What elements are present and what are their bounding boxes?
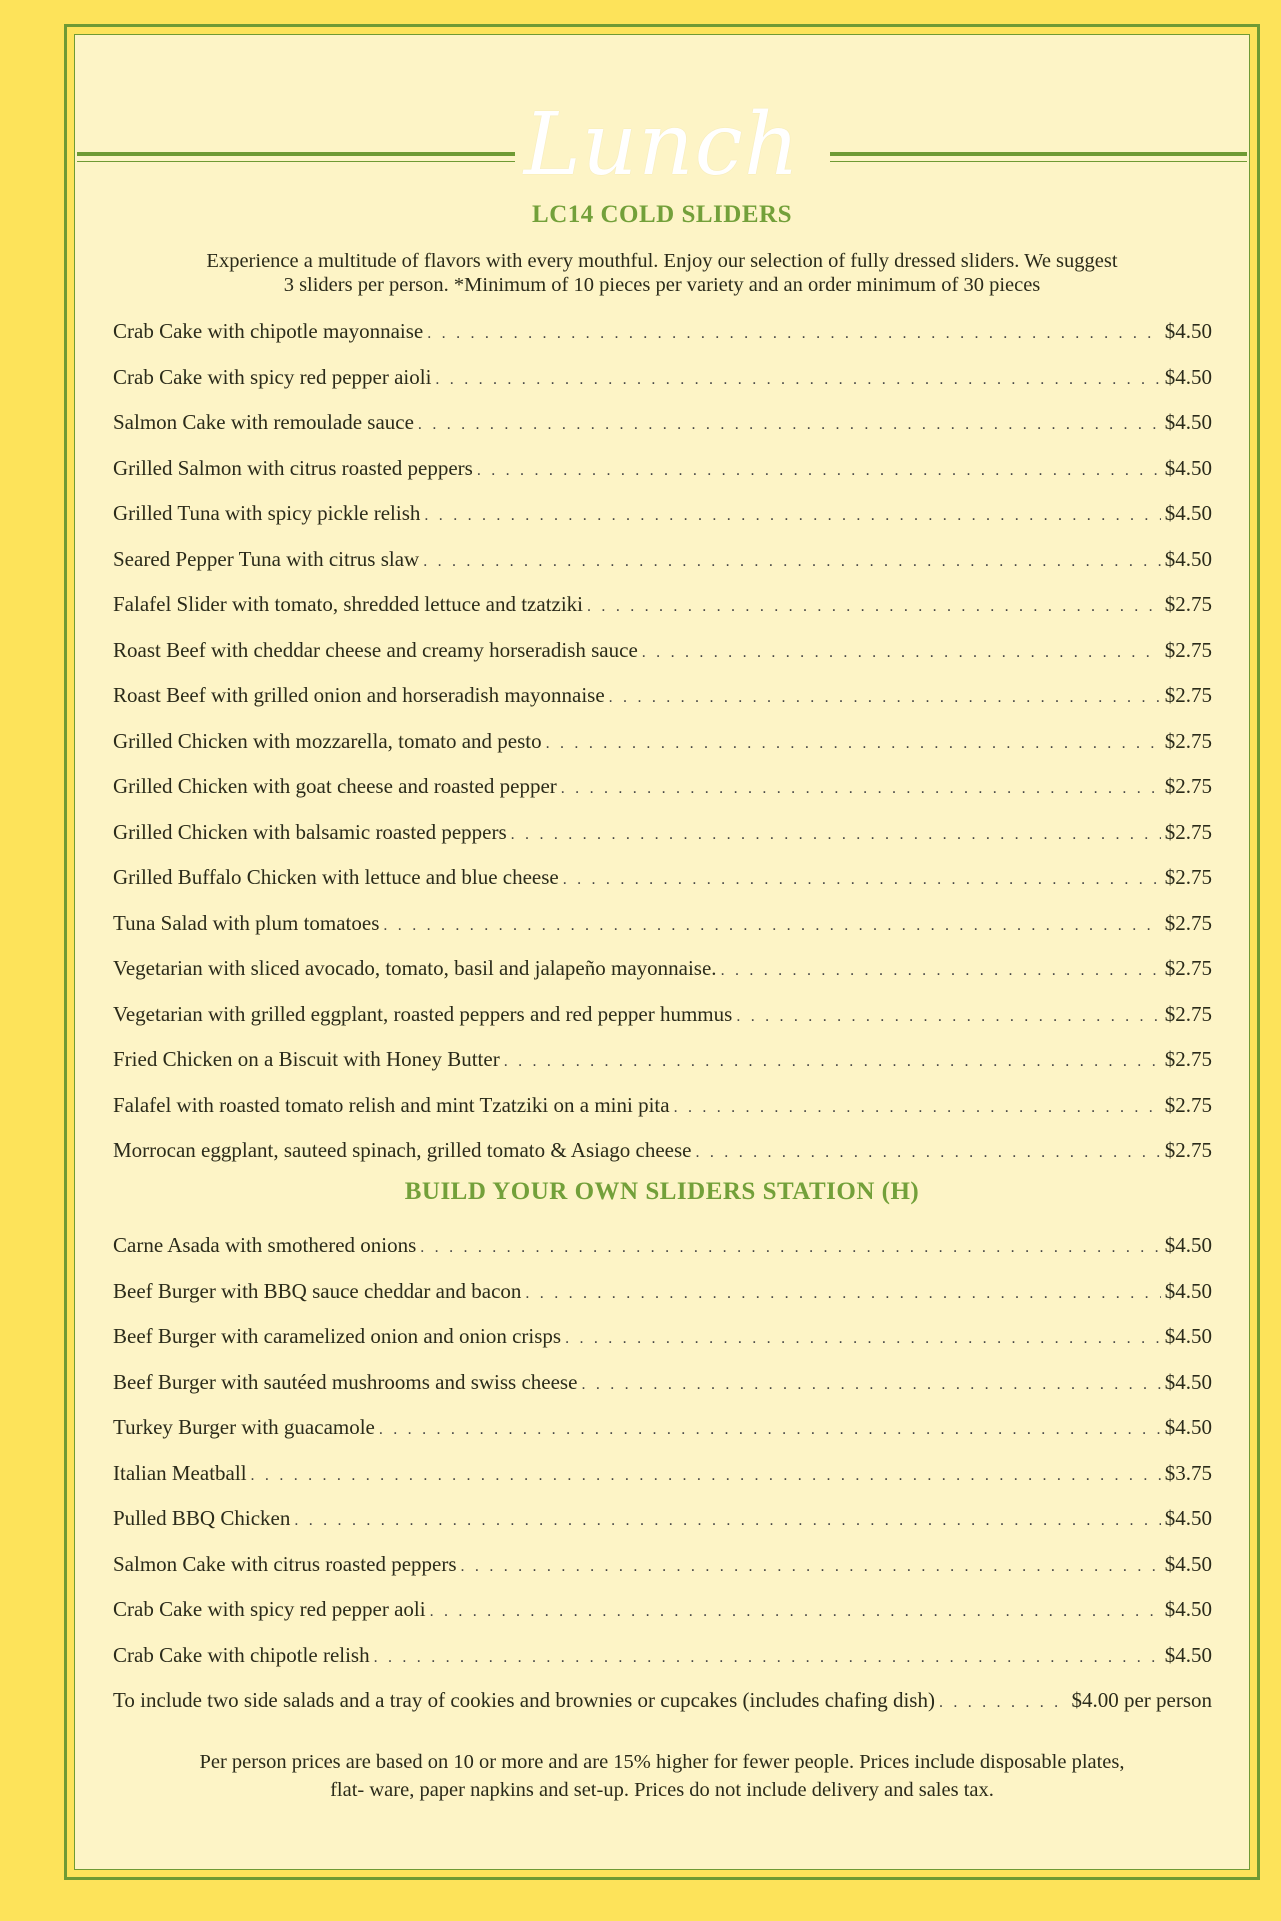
intro-line: Experience a multitude of flavors with every mouthful. Enjoy our selection of fully dressed sliders. We suggest [206,250,1118,272]
item-price: $2.75 [1164,910,1212,935]
item-price: $2.75 [1164,774,1212,798]
item-name: Beef Burger with caramelized onion and onion crisps [113,1324,562,1348]
addon-list [113,1678,1212,1724]
item-price: $2.75 [1164,865,1212,889]
item-price: $2.75 [1164,1047,1212,1071]
leader-dots [294,1498,1160,1544]
leader-dots [587,584,1161,630]
leader-dots [461,1544,1161,1590]
leader-dots [674,1085,1161,1131]
item-price: $4.50 [1164,1278,1212,1303]
item-name: Tuna Salad with plum tomatoes [113,910,380,935]
item-name: Grilled Tuna with spicy pickle relish [113,501,421,525]
item-price: $4.50 [1164,1597,1212,1621]
menu-item-row [113,1542,1212,1588]
menu-item-row [113,992,1212,1038]
item-name: Carne Asada with smothered onions [113,1233,417,1257]
menu-item-row [113,1083,1212,1129]
item-name: Morrocan eggplant, sauteed spinach, grilled tomato & Asiago cheese [113,1138,692,1162]
menu-item-row [113,1587,1212,1633]
item-name: Italian Meatball [113,1460,247,1485]
menu-item-row [113,537,1212,583]
menu-item-row [113,946,1212,992]
item-name: To include two side salads and a tray of cookies and brownies or cupcakes (includes chafing dish) [113,1688,935,1712]
leader-dots [511,812,1161,858]
item-name: Crab Cake with chipotle relish [113,1642,370,1667]
item-name: Beef Burger with sautéed mushrooms and swiss cheese [113,1369,578,1394]
item-price: $4.50 [1164,1324,1212,1348]
item-price: $2.75 [1164,956,1212,980]
menu-item-row [113,719,1212,765]
item-name: Falafel Slider with tomato, shredded lettuce and tzatziki [113,592,584,616]
leader-dots [379,1407,1161,1453]
item-price: $4.50 [1164,1233,1212,1257]
item-name: Crab Cake with spicy red pepper aoli [113,1597,426,1621]
menu-item-row [113,1451,1212,1497]
footer-note [115,1748,1209,1804]
item-name: Grilled Buffalo Chicken with lettuce and blue cheese [113,865,559,889]
menu-item-row [113,810,1212,856]
item-price: $2.75 [1164,728,1212,753]
addon-row [113,1678,1212,1724]
footer-line: flat- ware, paper napkins and set-up. Prices do not include delivery and sales tax. [330,1779,994,1801]
item-price: $4.50 [1164,546,1212,571]
menu-item-row [113,901,1212,947]
leader-dots [477,448,1161,494]
menu-item-row [113,855,1212,901]
item-price: $2.75 [1164,1001,1212,1026]
menu-item-row [113,673,1212,719]
item-name: Grilled Salmon with citrus roasted peppers [113,455,473,480]
menu-item-row [113,1037,1212,1083]
item-name: Grilled Chicken with mozzarella, tomato and pesto [113,728,542,753]
item-name: Vegetarian with sliced avocado, tomato, basil and jalapeño mayonnaise. [113,956,717,980]
leader-dots [642,630,1161,676]
item-name: Crab Cake with spicy red pepper aioli [113,364,432,389]
menu-item-row [113,582,1212,628]
item-name: Crab Cake with chipotle mayonnaise [113,319,424,343]
page-title: Lunch [523,95,801,195]
item-price: $4.50 [1164,1369,1212,1394]
menu-item-row [113,1269,1212,1315]
item-price: $2.75 [1164,637,1212,662]
leader-dots [420,1225,1160,1271]
item-name: Seared Pepper Tuna with citrus slaw [113,546,420,571]
item-price: $4.50 [1164,319,1212,343]
leader-dots [565,1316,1161,1362]
item-name: Roast Beef with cheddar cheese and creamy horseradish sauce [113,637,638,662]
menu-item-row [113,1496,1212,1542]
leader-dots [546,721,1161,767]
item-price: $4.00 per person [1071,1688,1212,1712]
item-price: $2.75 [1164,592,1212,616]
leader-dots [383,903,1160,949]
menu-item-row [113,628,1212,674]
menu-item-row [113,491,1212,537]
item-price: $2.75 [1164,683,1212,707]
menu-item-row [113,1223,1212,1269]
menu-frame [64,24,1260,1880]
menu-header [75,95,1249,205]
leader-dots [374,1635,1161,1681]
item-name: Salmon Cake with remoulade sauce [113,410,414,434]
item-name: Pulled BBQ Chicken [113,1506,291,1530]
menu-item-row [113,355,1212,401]
item-price: $4.50 [1164,1642,1212,1667]
menu-panel [74,34,1250,1870]
menu-item-row [113,400,1212,446]
item-price: $3.75 [1164,1460,1212,1485]
menu-item-row [113,446,1212,492]
leader-dots [721,948,1161,994]
leader-dots [563,857,1161,903]
menu-item-row [113,764,1212,810]
item-name: Vegetarian with grilled eggplant, roasted peppers and red pepper hummus [113,1001,733,1026]
item-price: $2.75 [1164,1138,1212,1162]
header-rule-right [830,152,1247,156]
leader-dots [430,1589,1161,1635]
item-price: $4.50 [1164,1506,1212,1530]
menu-item-row [113,1314,1212,1360]
item-price: $4.50 [1164,501,1212,525]
section-heading-cold-sliders: LC14 COLD SLIDERS [532,201,792,228]
footer-line: Per person prices are based on 10 or more and are 15% higher for fewer people. Prices include disposable plates, [199,1751,1125,1773]
item-price: $2.75 [1164,819,1212,844]
menu-item-row [113,309,1212,355]
leader-dots [696,1130,1161,1176]
menu-item-row [113,1360,1212,1406]
item-name: Salmon Cake with citrus roasted peppers [113,1551,457,1576]
leader-dots [424,493,1160,539]
item-name: Fried Chicken on a Biscuit with Honey Butter [113,1047,500,1071]
menu-item-row [113,1405,1212,1451]
leader-dots [581,1362,1160,1408]
menu-item-row [113,1128,1212,1174]
item-price: $2.75 [1164,1092,1212,1117]
item-price: $4.50 [1164,455,1212,480]
item-price: $4.50 [1164,1415,1212,1439]
leader-dots [736,994,1160,1040]
item-price: $4.50 [1164,1551,1212,1576]
item-name: Falafel with roasted tomato relish and mint Tzatziki on a mini pita [113,1092,670,1117]
menu-item-row [113,1633,1212,1679]
leader-dots [418,402,1161,448]
leader-dots [939,1680,1067,1726]
build-your-own-list [113,1223,1212,1678]
leader-dots [251,1453,1161,1499]
section-intro [115,249,1209,297]
leader-dots [504,1039,1161,1085]
leader-dots [525,1271,1160,1317]
cold-sliders-list [113,309,1212,1174]
intro-line: 3 sliders per person. *Minimum of 10 pieces per variety and an order minimum of 30 pieces [283,274,1041,296]
item-price: $4.50 [1164,364,1212,389]
leader-dots [561,766,1161,812]
section-heading-build-your-own: BUILD YOUR OWN SLIDERS STATION (H) [404,1178,920,1205]
item-name: Grilled Chicken with balsamic roasted peppers [113,819,507,844]
item-price: $4.50 [1164,410,1212,434]
item-name: Turkey Burger with guacamole [113,1415,375,1439]
item-name: Grilled Chicken with goat cheese and roasted pepper [113,774,557,798]
item-name: Roast Beef with grilled onion and horseradish mayonnaise [113,683,605,707]
leader-dots [427,311,1160,357]
leader-dots [609,675,1161,721]
leader-dots [423,539,1161,585]
leader-dots [435,357,1160,403]
item-name: Beef Burger with BBQ sauce cheddar and bacon [113,1278,522,1303]
